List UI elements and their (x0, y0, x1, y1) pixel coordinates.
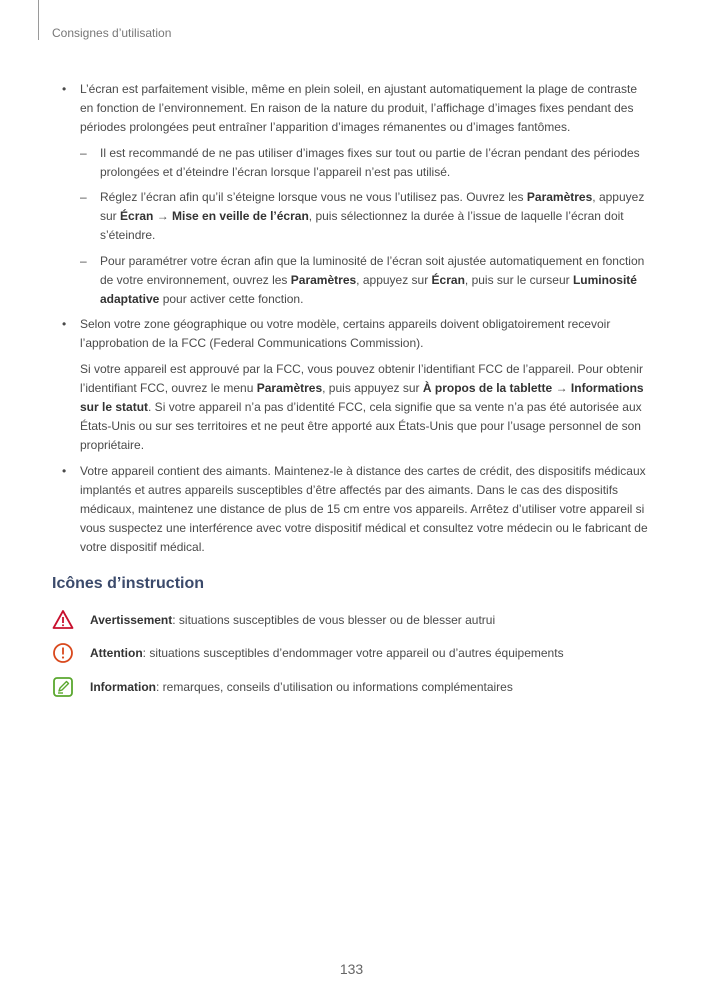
legend-caution (52, 642, 564, 664)
sub-text: , appuyez sur (356, 272, 432, 287)
menu-mise-en-veille: Mise en veille de l’écran (172, 209, 309, 224)
sub-text: , appuyez sur (100, 190, 645, 224)
sub-item-static-images (52, 144, 652, 182)
para-text: . Si votre appareil n’a pas d’identité FCC, cela signifie que sa vente n’a pas été autorisée aux États-Unis ou sur ses territoires et ne peut être apporté aux États-Unis que pour l’usage personnel de son propriétaire. (80, 400, 642, 453)
menu-informations-statut: Informations sur le statut (80, 380, 644, 415)
sub-item-screen-timeout (52, 188, 652, 246)
running-header: Consignes d’utilisation (52, 26, 172, 40)
menu-a-propos: À propos de la tablette (422, 380, 553, 395)
menu-parametres: Paramètres (256, 380, 323, 395)
legend-desc: : remarques, conseils d’utilisation ou informations complémentaires (156, 680, 513, 694)
legend-label: Avertissement (90, 613, 173, 627)
legend-desc: : situations susceptibles de vous blesser ou de blesser autrui (172, 613, 496, 627)
bullet-screen-visibility (52, 80, 652, 138)
menu-parametres: Paramètres (526, 190, 593, 205)
note-pencil-icon (52, 676, 74, 698)
fcc-paragraph (52, 360, 652, 456)
sub-text: Il est recommandé de ne pas utiliser d’images fixes sur tout ou partie de l’écran pendant des périodes prolongées et d’éteindre l’écran lorsque l’appareil n’est pas utilisé. (100, 145, 640, 179)
sub-text: , puis sur le curseur (464, 272, 573, 287)
menu-luminosite-adaptative: Luminosité adaptative (100, 272, 637, 307)
legend-desc: : situations susceptibles d’endommager votre appareil ou d’autres équipements (142, 646, 564, 660)
arrow-icon: → (552, 380, 571, 395)
caution-circle-icon (52, 642, 74, 664)
bullet-fcc (52, 315, 652, 353)
sub-text: , puis sélectionnez la durée à l’issue de laquelle l’écran doit s’éteindre. (100, 209, 624, 243)
menu-ecran: Écran (431, 272, 465, 287)
para-text: , puis appuyez sur (322, 380, 423, 395)
bullet-magnets (52, 462, 652, 558)
bullet-text: Votre appareil contient des aimants. Maintenez-le à distance des cartes de crédit, des dispositifs médicaux implantés et autres appareils susceptibles d’être affectés par des aimants. Dans le cas des dispositifs médicaux, maintenez une distance de plus de 15 cm entre vos appareils. Arrêtez d’utiliser votre appareil si vous suspectez une interférence avec votre dispositif médical et consultez votre médecin ou le fabricant de votre dispositif médical. (80, 463, 648, 555)
header-divider (38, 0, 39, 40)
bullet-text: Selon votre zone géographique ou votre modèle, certains appareils doivent obligatoirement recevoir l’approbation de la FCC (Federal Communications Commission). (80, 317, 611, 351)
dash-marker: – (80, 190, 87, 205)
page-number: 133 (339, 961, 364, 977)
sub-text: Réglez l’écran afin qu’il s’éteigne lorsque vous ne vous l’utilisez pas. Ouvrez les (100, 190, 527, 205)
sub-text: pour activer cette fonction. (159, 292, 304, 307)
sub-item-adaptive-brightness (52, 252, 652, 310)
dash-marker: – (80, 253, 87, 268)
dash-marker: – (80, 145, 87, 160)
section-title: Icônes d’instruction (52, 575, 205, 592)
main-content (52, 80, 652, 558)
bullet-text: L’écran est parfaitement visible, même en plein soleil, en ajustant automatiquement la plage de contraste en fonction de l’environnement. En raison de la nature du produit, l’affichage d’images fixes pendant des périodes prolongées peut entraîner l’apparition d’images rémanentes ou d’images fantômes. (80, 82, 637, 135)
arrow-icon: → (153, 209, 173, 224)
para-text: Si votre appareil est approuvé par la FCC, vous pouvez obtenir l’identifiant FCC de l’appareil. Pour obtenir l’identifiant FCC, ouvrez le menu (80, 361, 643, 395)
legend-label: Attention (90, 646, 143, 660)
menu-parametres: Paramètres (290, 272, 357, 287)
legend-information (52, 676, 513, 698)
legend-label: Information (90, 680, 156, 694)
menu-ecran: Écran (120, 209, 154, 224)
sub-text: Pour paramétrer votre écran afin que la luminosité de l’écran soit ajustée automatiquement en fonction de votre environnement, ouvrez les (100, 253, 645, 287)
warning-triangle-icon (52, 609, 74, 631)
legend-warning (52, 609, 495, 631)
